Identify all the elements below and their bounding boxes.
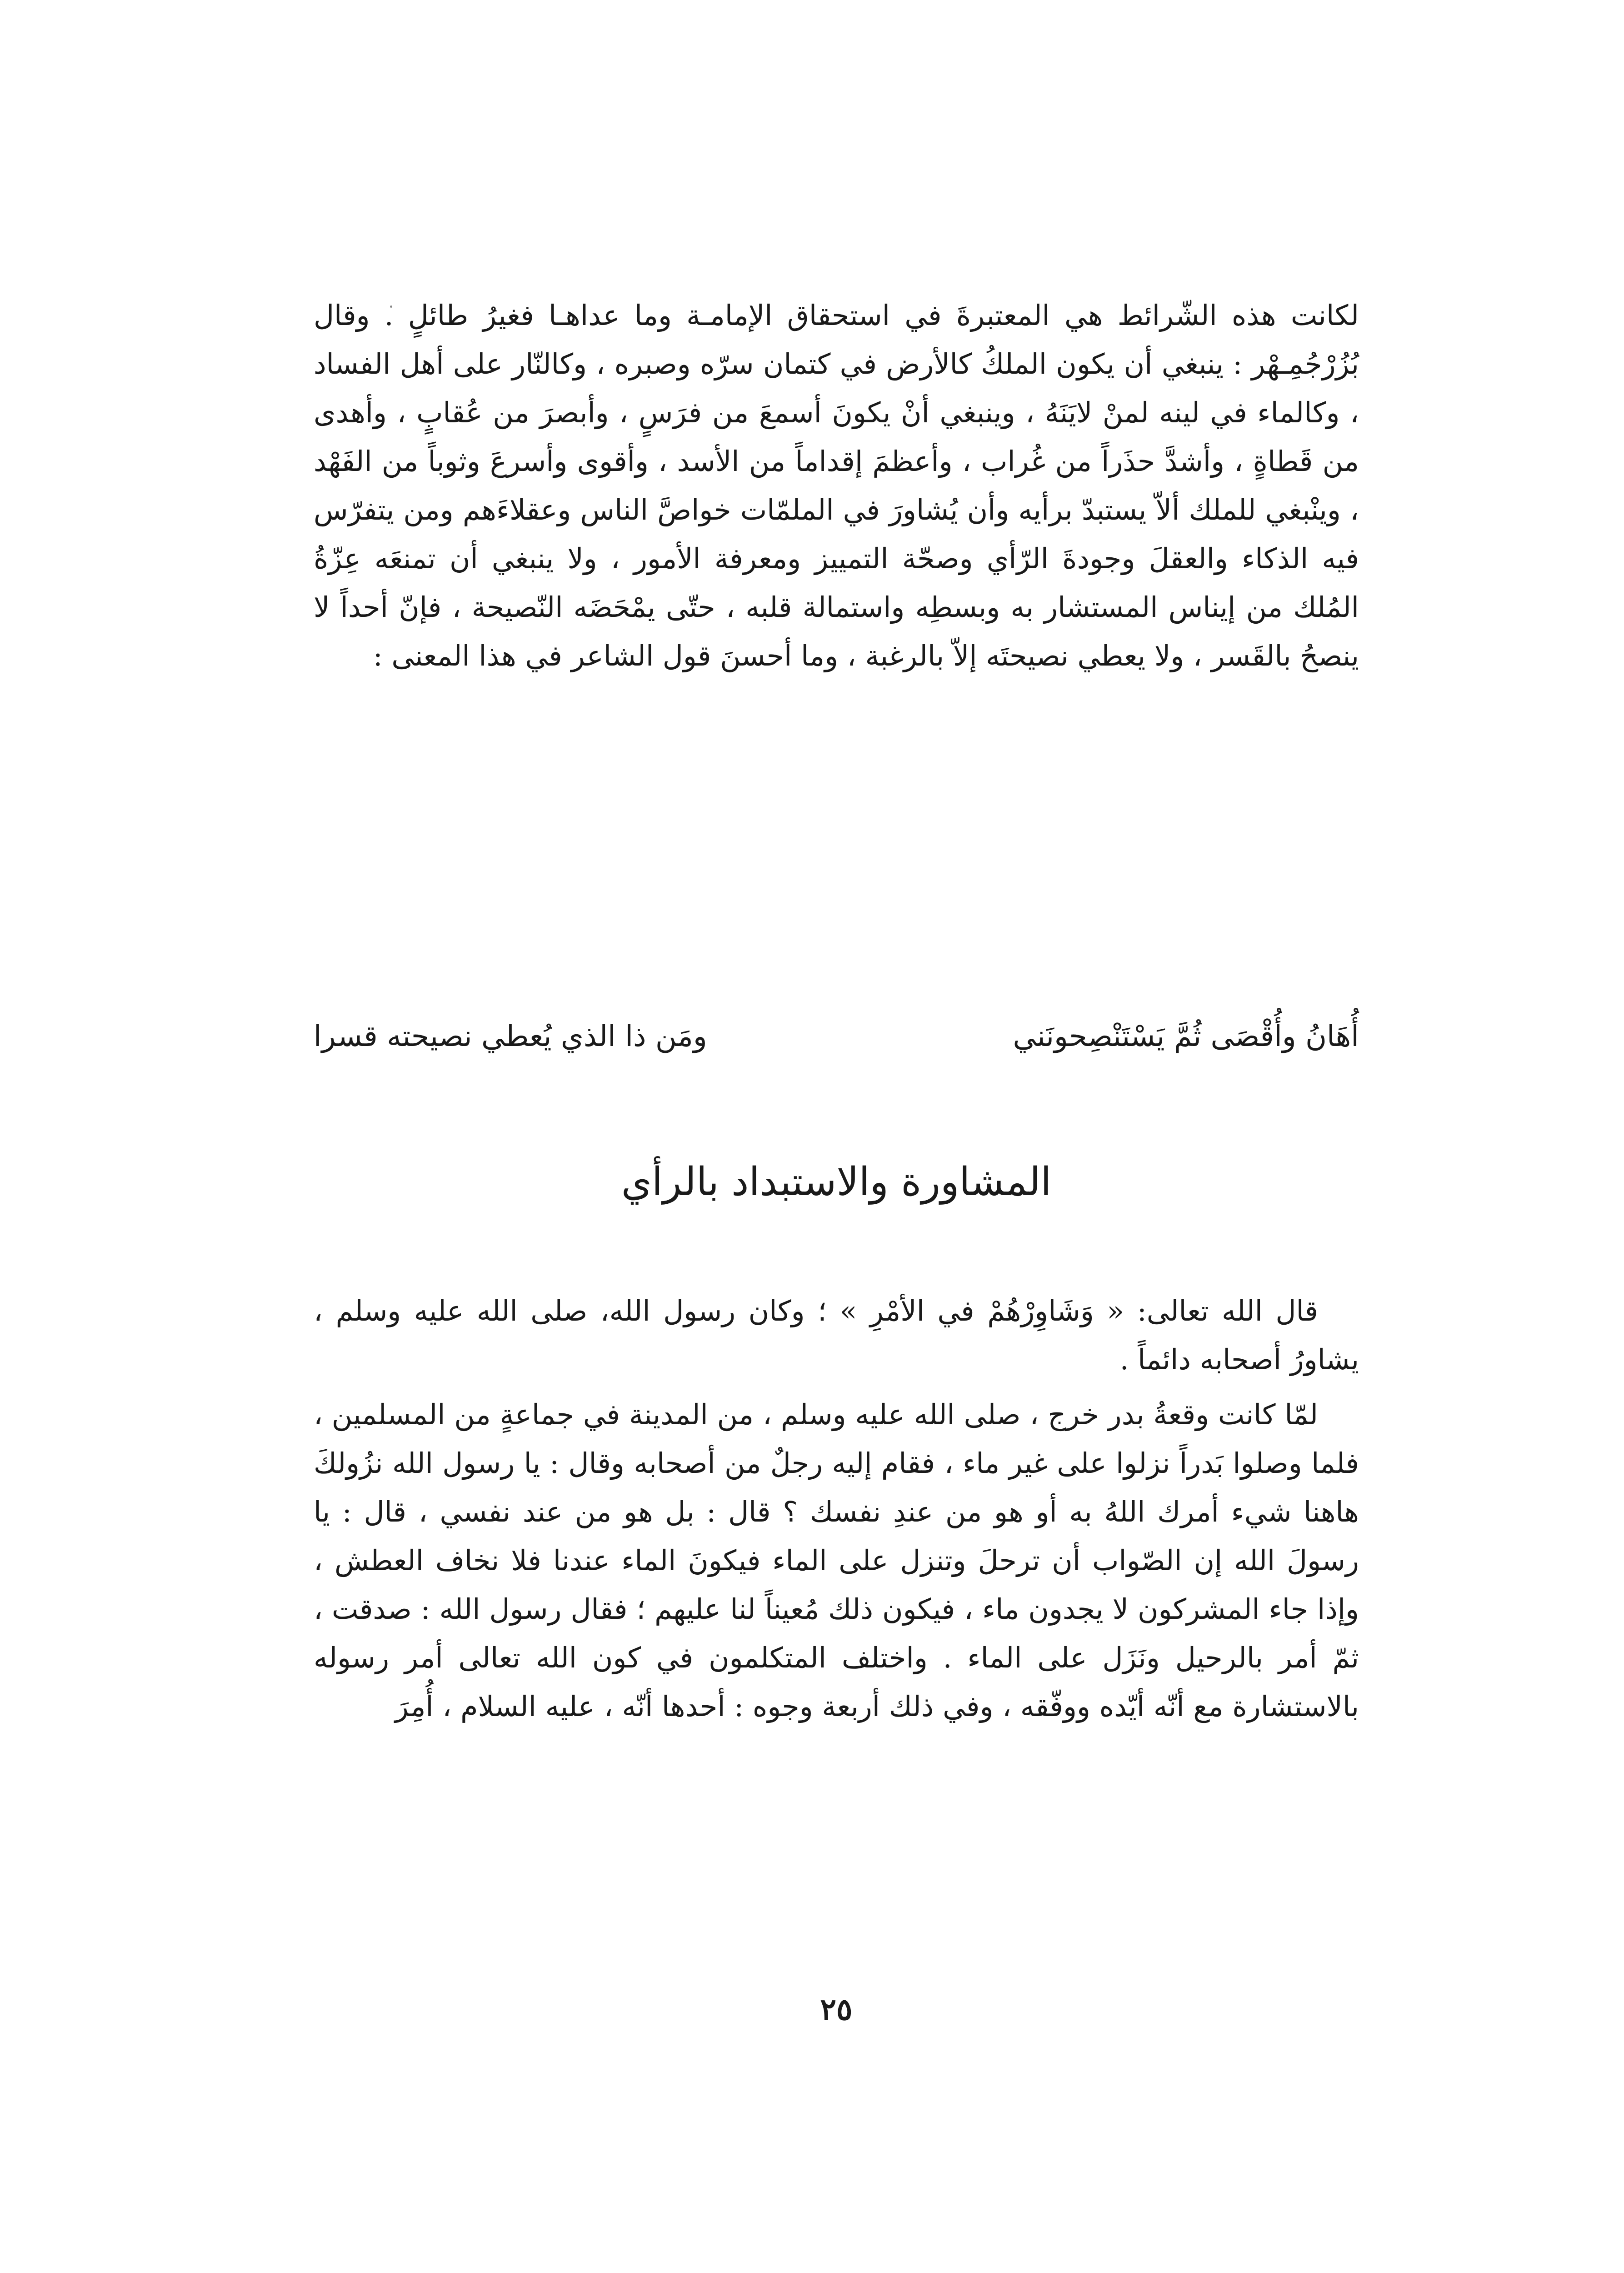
verse-second-hemistich: ومَن ذا الذي يُعطي نصيحته قسرا (314, 1020, 707, 1053)
section-paragraph-2: لمّا كانت وقعةُ بدر خرج ، صلى الله عليه وسلم ، من المدينة في جماعةٍ من المسلمين ، فلما وصلوا بَدراً نزلوا على غير ماء ، فقام إليه رجلٌ من أصحابه وقال : يا رسول الله نزُولكَ هاهنا شيء أمرك اللهُ به أو هو من عندِ نفسك ؟ قال : بل هو من عند نفسي ، قال : يا رسولَ الله إن الصّواب أن ترحلَ وتنزل على الماء فيكونَ الماء عندنا فلا نخاف العطش ، وإذا جاء المشركون لا يجدون ماء ، فيكون ذلك مُعيناً لنا عليهم ؛ فقال رسول الله : صدقت ، ثمّ أمر بالرحيل ونَزَل على الماء . واختلف المتكلمون في كون الله تعالى أمر رسوله بالاستشارة مع أنّه أيّده ووفّقه ، وفي ذلك أربعة وجوه : أحدها أنّه ، عليه السلام ، أُمِرَ (314, 1398, 1359, 1723)
section-body (314, 1287, 1359, 1731)
page-number: ٢٥ (820, 1992, 853, 2027)
poetry-verse (314, 1011, 1359, 1061)
intro-text-block (314, 291, 1359, 680)
intro-paragraph: لكانت هذه الشّرائط هي المعتبرةَ في استحقاق الإمامـة وما عداهـا فغيرُ طائلٍ . وقال بُزُرْجُمِـهْر : ينبغي أن يكون الملكُ كالأرض في كتمان سرّه وصبره ، وكالنّار على أهل الفساد ، وكالماء في لينه لمنْ لايَنَهُ ، وينبغي أنْ يكونَ أسمعَ من فرَسٍ ، وأبصرَ من عُقابٍ ، وأهدى من قَطاةٍ ، وأشدَّ حذَراً من غُراب ، وأعظمَ إقداماً من الأسد ، وأقوى وأسرعَ وثوباً من الفَهْد ، وينْبغي للملك ألاّ يستبدّ برأيه وأن يُشاورَ في الملمّات خواصَّ الناس وعقلاءَهم ومن يتفرّس فيه الذكاء والعقلَ وجودةَ الرّأي وصحّة التمييز ومعرفة الأمور ، ولا ينبغي أن تمنعَه عِزّةُ المُلك من إيناس المستشار به وبسطِه واستمالة قلبه ، حتّى يمْحَضَه النّصيحة ، فإنّ أحداً لا ينصحُ بالقَسر ، ولا يعطي نصيحتَه إلاّ بالرغبة ، وما أحسنَ قول الشاعر في هذا المعنى : (314, 299, 1359, 672)
section-paragraph-1: قال الله تعالى: « وَشَاوِرْهُمْ في الأمْرِ » ؛ وكان رسول الله، صلى الله عليه وسلم ، يشاورُ أصحابه دائماً . (314, 1294, 1359, 1376)
section-heading: المشاورة والاستبداد بالرأي (621, 1159, 1052, 1205)
verse-first-hemistich: أُهَانُ وأُقْصَى ثُمَّ يَسْتَنْصِحونَني (1013, 1020, 1359, 1053)
